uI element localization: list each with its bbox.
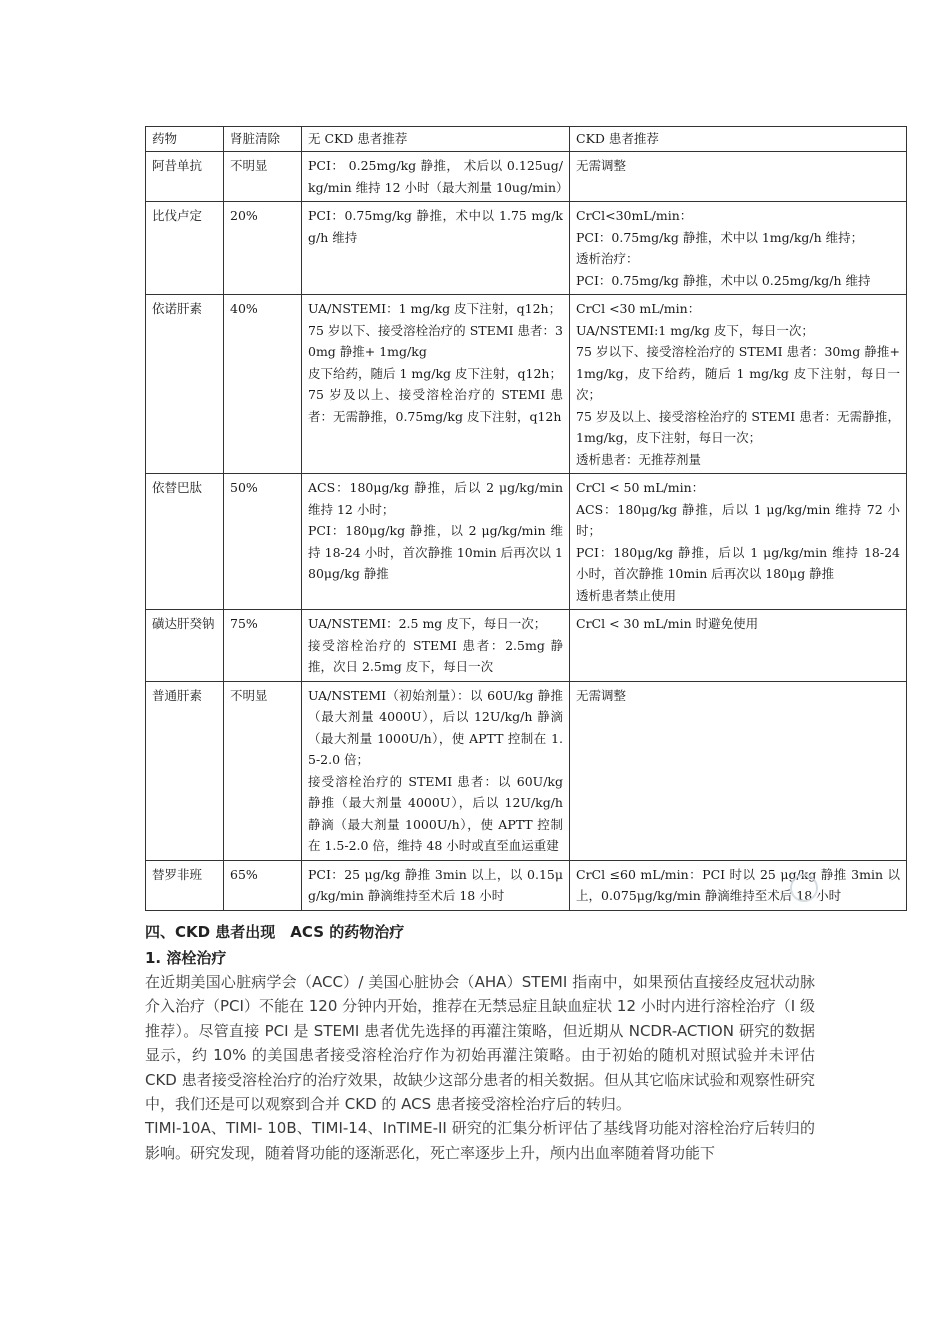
header-drug: 药物 — [146, 127, 224, 152]
cell-no-ckd-recommendation — [302, 474, 570, 610]
sub-heading: 1. 溶栓治疗 — [145, 949, 227, 967]
cell-text-line: 透析治疗： — [576, 251, 639, 266]
cell-text-line: UA/NSTEMI:1 mg/kg 皮下，每日一次； — [576, 322, 814, 338]
cell-text-line: CrCl <30 mL/min： — [576, 301, 701, 316]
cell-text-line: 75 岁及以上、接受溶栓治疗的 STEMI 患者：无需静推，1mg/kg，皮下注射，每日一次； — [576, 408, 900, 445]
cell-drug: 依诺肝素 — [146, 295, 224, 474]
cell-text-line: UA/NSTEMI：1 mg/kg 皮下注射，q12h； — [308, 301, 562, 316]
watermark-circle-icon — [790, 874, 818, 902]
table-body — [146, 152, 907, 911]
cell-text-line: PCI：0.75mg/kg 静推，术中以 1mg/kg/h 维持； — [576, 229, 864, 245]
cell-ckd-recommendation — [570, 610, 907, 682]
header-renal-clearance: 肾脏清除 — [224, 127, 302, 152]
cell-drug: 依替巴肽 — [146, 474, 224, 610]
header-ckd-recommendation: CKD 患者推荐 — [570, 127, 907, 152]
cell-drug: 比伐卢定 — [146, 202, 224, 295]
cell-text-line: PCI：180μg/kg 静推，以 2 μg/kg/min 维持 18-24 小时，首次静推 10min 后再次以 180μg/kg 静推 — [308, 523, 563, 581]
cell-text-line: 无需调整 — [576, 158, 627, 173]
cell-text-line: PCI：0.75mg/kg 静推，术中以 0.25mg/kg/h 维持 — [576, 272, 871, 288]
cell-drug: 普通肝素 — [146, 681, 224, 860]
cell-ckd-recommendation — [570, 152, 907, 202]
cell-text-line: CrCl ≤60 mL/min：PCI 时以 25 μg/kg 静推 3min 以上，0.075μg/kg/min 静滴维持至术后 18 小时 — [576, 866, 900, 903]
cell-renal-clearance: 50% — [224, 474, 302, 610]
cell-text-line: PCI： 0.25mg/kg 静推， 术后以 0.125ug/kg/min 维持 12 小时（最大剂量 10ug/min） — [308, 158, 569, 195]
cell-text-line: CrCl < 30 mL/min 时避免使用 — [576, 616, 759, 631]
cell-text-line: 无需调整 — [576, 687, 627, 703]
header-no-ckd-recommendation: 无 CKD 患者推荐 — [302, 127, 570, 152]
cell-no-ckd-recommendation — [302, 681, 570, 860]
cell-text-line: UA/NSTEMI：2.5 mg 皮下，每日一次； — [308, 616, 547, 631]
article-section — [145, 920, 815, 1165]
table-row — [146, 152, 907, 202]
cell-text-line: 75 岁及以上、接受溶栓治疗的 STEMI 患者：无需静推，0.75mg/kg 皮下注射，q12h — [308, 387, 563, 424]
table-row — [146, 474, 907, 610]
cell-text-line: 75 岁以下、接受溶栓治疗的 STEMI 患者：30mg 静推+ 1mg/kg — [308, 322, 563, 359]
cell-text-line: 75 岁以下、接受溶栓治疗的 STEMI 患者：30mg 静推+ 1mg/kg，皮下给药，随后 1 mg/kg 皮下注射，每日一次； — [576, 344, 900, 402]
cell-renal-clearance: 65% — [224, 860, 302, 910]
cell-renal-clearance: 40% — [224, 295, 302, 474]
drug-dosing-table — [145, 126, 907, 911]
cell-text-line: 透析患者：无推荐剂量 — [576, 451, 702, 467]
cell-text-line: 透析患者禁止使用 — [576, 587, 677, 603]
cell-renal-clearance: 20% — [224, 202, 302, 295]
cell-renal-clearance: 不明显 — [224, 681, 302, 860]
watermark-logo — [790, 868, 900, 908]
table-row — [146, 681, 907, 860]
cell-text-line: 接受溶栓治疗的 STEMI 患者：以 60U/kg 静推（最大剂量 4000U），后以 12U/kg/h 静滴（最大剂量 1000U/h），使 APTT 控制在 1.5-2.0 倍，维持 48 小时或直至血运重建 — [308, 773, 563, 853]
cell-drug: 替罗非班 — [146, 860, 224, 910]
cell-drug: 阿昔单抗 — [146, 152, 224, 202]
cell-renal-clearance: 75% — [224, 610, 302, 682]
cell-renal-clearance: 不明显 — [224, 152, 302, 202]
cell-ckd-recommendation — [570, 474, 907, 610]
table-row — [146, 610, 907, 682]
cell-ckd-recommendation — [570, 295, 907, 474]
table-row — [146, 295, 907, 474]
paragraph-2: TIMI-10A、TIMI- 10B、TIMI-14、InTIME-II 研究的汇集分析评估了基线肾功能对溶栓治疗后转归的影响。研究发现，随着肾功能的逐渐恶化，死亡率逐步上升，颅内出血率随着肾功能下 — [145, 1119, 815, 1162]
cell-ckd-recommendation — [570, 202, 907, 295]
paragraph-1: 在近期美国心脏病学会（ACC）/ 美国心脏协会（AHA）STEMI 指南中，如果预估直接经皮冠状动脉介入治疗（PCI）不能在 120 分钟内开始，推荐在无禁忌症且缺血症状 12 小时内进行溶栓治疗（I 级推荐）。尽管直接 PCI 是 STEMI 患者优先选择的再灌注策略，但近期从 NCDR-ACTION 研究的数据显示，约 10% 的美国患者接受溶栓治疗作为初始再灌注策略。由于初始的随机对照试验并未评估 CKD 患者接受溶栓治疗的治疗效果，故缺少这部分患者的相关数据。但从其它临床试验和观察性研究中，我们还是可以观察到合并 CKD 的 ACS 患者接受溶栓治疗后的转归。 — [145, 973, 815, 1114]
cell-ckd-recommendation — [570, 681, 907, 860]
cell-drug: 磺达肝癸钠 — [146, 610, 224, 682]
cell-text-line: PCI：180μg/kg 静推，后以 1 μg/kg/min 维持 18-24 小时，首次静推 10min 后再次以 180μg 静推 — [576, 544, 900, 581]
table-row — [146, 202, 907, 295]
cell-no-ckd-recommendation — [302, 610, 570, 682]
cell-text-line: CrCl < 50 mL/min： — [576, 480, 705, 495]
cell-text-line: ACS：180μg/kg 静推，后以 1 μg/kg/min 维持 72 小时； — [576, 501, 900, 538]
cell-text-line: 皮下给药，随后 1 mg/kg 皮下注射，q12h； — [308, 365, 562, 381]
cell-text-line: 接受溶栓治疗的 STEMI 患者：2.5mg 静推，次日 2.5mg 皮下，每日一次 — [308, 637, 563, 674]
cell-no-ckd-recommendation — [302, 202, 570, 295]
table-header-row — [146, 127, 907, 152]
cell-text-line: UA/NSTEMI（初始剂量）：以 60U/kg 静推（最大剂量 4000U），后以 12U/kg/h 静滴（最大剂量 1000U/h），使 APTT 控制在 1.5-2.0 倍； — [308, 687, 563, 767]
cell-text-line: CrCl<30mL/min： — [576, 208, 693, 223]
cell-text-line: PCI：0.75mg/kg 静推，术中以 1.75 mg/kg/h 维持 — [308, 208, 563, 245]
cell-text-line: PCI：25 μg/kg 静推 3min 以上，以 0.15μg/kg/min 静滴维持至术后 18 小时 — [308, 866, 563, 903]
cell-text-line: ACS：180μg/kg 静推，后以 2 μg/kg/min 维持 12 小时； — [308, 480, 563, 517]
cell-no-ckd-recommendation — [302, 860, 570, 910]
section-heading: 四、CKD 患者出现 ACS 的药物治疗 — [145, 923, 405, 941]
cell-no-ckd-recommendation — [302, 295, 570, 474]
cell-no-ckd-recommendation — [302, 152, 570, 202]
